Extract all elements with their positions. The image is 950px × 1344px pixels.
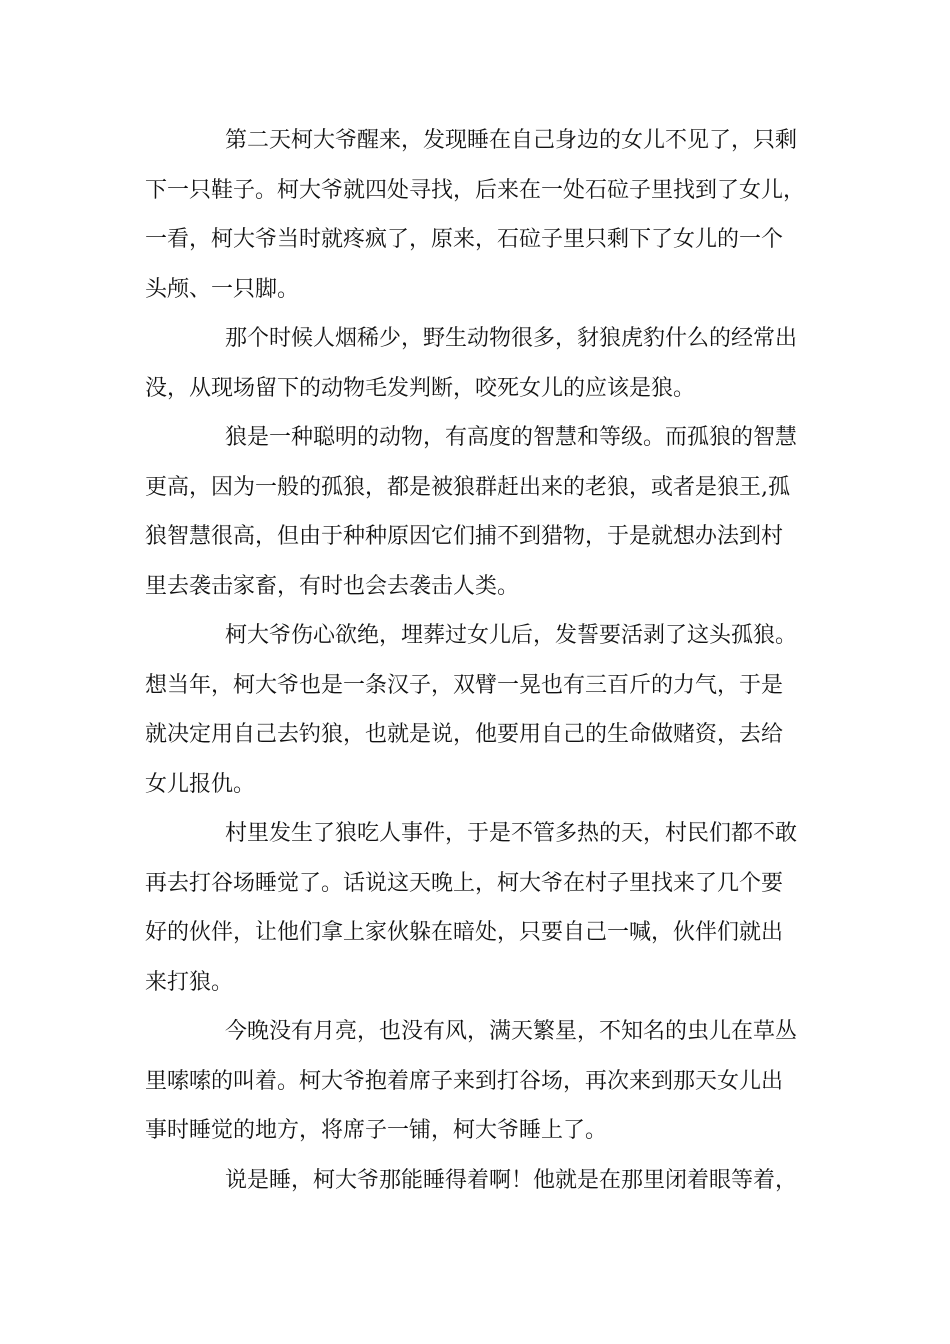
- text-line: 狼是一种聪明的动物，有高度的智慧和等级。而孤狼的智慧: [225, 425, 798, 450]
- paragraph: [145, 1156, 825, 1206]
- text-line: 来打狼。: [145, 969, 234, 995]
- body-text: [145, 116, 825, 1205]
- paragraph: [145, 413, 825, 611]
- text-line: 下一只鞋子。柯大爷就四处寻找，后来在一处石砬子里找到了女儿，: [145, 177, 806, 203]
- paragraph: [145, 1007, 825, 1156]
- text-line: 说是睡，柯大爷那能睡得着啊！他就是在那里闭着眼等着，: [225, 1167, 798, 1193]
- text-line: 头颅、一只脚。: [145, 276, 300, 302]
- text-line: 村里发生了狼吃人事件，于是不管多热的天，村民们都不敢: [225, 821, 798, 846]
- text-line: 没，从现场留下的动物毛发判断，咬死女儿的应该是狼。: [145, 375, 696, 401]
- text-line: 想当年，柯大爷也是一条汉子，双臂一晃也有三百斤的力气，于是: [145, 672, 784, 698]
- text-line: 事时睡觉的地方，将席子一铺，柯大爷睡上了。: [145, 1118, 608, 1143]
- text-line: 再去打谷场睡觉了。话说这天晚上，柯大爷在村子里找来了几个要: [145, 870, 784, 896]
- text-line: 更高，因为一般的孤狼，都是被狼群赶出来的老狼，或者是狼王,孤: [145, 474, 790, 500]
- paragraph: [145, 314, 825, 413]
- text-line: 狼智慧很高，但由于种种原因它们捕不到猎物，于是就想办法到村: [145, 524, 784, 549]
- text-line: 女儿报仇。: [145, 771, 256, 797]
- text-line: 那个时候人烟稀少，野生动物很多，豺狼虎豹什么的经常出: [225, 326, 798, 351]
- paragraph: [145, 116, 825, 314]
- text-line: 第二天柯大爷醒来，发现睡在自己身边的女儿不见了，只剩: [225, 128, 798, 153]
- text-line: 今晚没有月亮，也没有风，满天繁星，不知名的虫儿在草丛: [225, 1019, 798, 1044]
- text-line: 里嗦嗦的叫着。柯大爷抱着席子来到打谷场，再次来到那天女儿出: [145, 1068, 784, 1094]
- paragraph: [145, 809, 825, 1007]
- paragraph: [145, 611, 825, 809]
- text-line: 里去袭击家畜，有时也会去袭击人类。: [145, 573, 520, 599]
- text-line: 好的伙伴，让他们拿上家伙躲在暗处，只要自己一喊，伙伴们就出: [145, 920, 784, 945]
- text-line: 就决定用自己去钓狼，也就是说，他要用自己的生命做赌资，去给: [145, 722, 784, 747]
- text-line: 一看，柯大爷当时就疼疯了，原来，石砬子里只剩下了女儿的一个: [145, 227, 784, 252]
- text-line: 柯大爷伤心欲绝，埋葬过女儿后，发誓要活剥了这头孤狼。: [225, 623, 798, 648]
